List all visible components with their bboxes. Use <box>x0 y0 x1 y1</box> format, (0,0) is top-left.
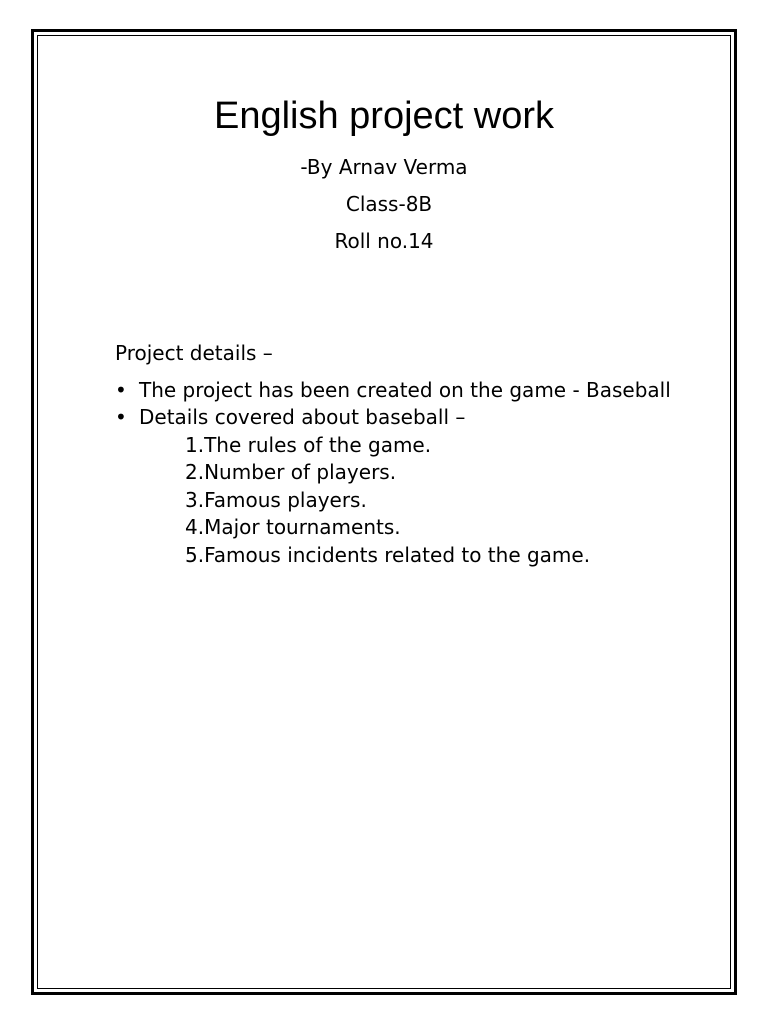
item-number: 3. <box>185 487 205 512</box>
bullet-item <box>115 377 675 405</box>
bullet-item <box>115 404 675 569</box>
item-number: 4. <box>185 515 205 539</box>
item-number: 5. <box>185 542 205 567</box>
roll-number-line: Roll no.14 <box>334 229 434 253</box>
author-line: -By Arnav Verma <box>300 155 468 179</box>
list-item <box>185 487 675 515</box>
document-title: English project work <box>213 95 555 137</box>
section-heading: Project details – <box>115 341 273 365</box>
project-details-section <box>115 340 675 569</box>
bullet-list <box>115 377 675 570</box>
class-line: Class-8B <box>345 192 433 216</box>
item-text: Number of players. <box>204 460 397 484</box>
numbered-list <box>139 432 675 570</box>
item-text: Major tournaments. <box>204 515 401 539</box>
bullet-text: The project has been created on the game - Baseball <box>139 377 671 402</box>
list-item <box>185 432 675 460</box>
bullet-icon: • <box>115 377 127 402</box>
list-item <box>185 514 675 542</box>
item-text: Famous players. <box>204 487 367 512</box>
list-item <box>185 542 675 570</box>
item-text: The rules of the game. <box>204 432 432 457</box>
item-text: Famous incidents related to the game. <box>204 542 591 567</box>
item-number: 2. <box>185 460 205 484</box>
item-number: 1. <box>185 432 205 457</box>
list-item <box>185 459 675 487</box>
bullet-icon: • <box>115 405 127 429</box>
bullet-text: Details covered about baseball – <box>139 405 466 429</box>
